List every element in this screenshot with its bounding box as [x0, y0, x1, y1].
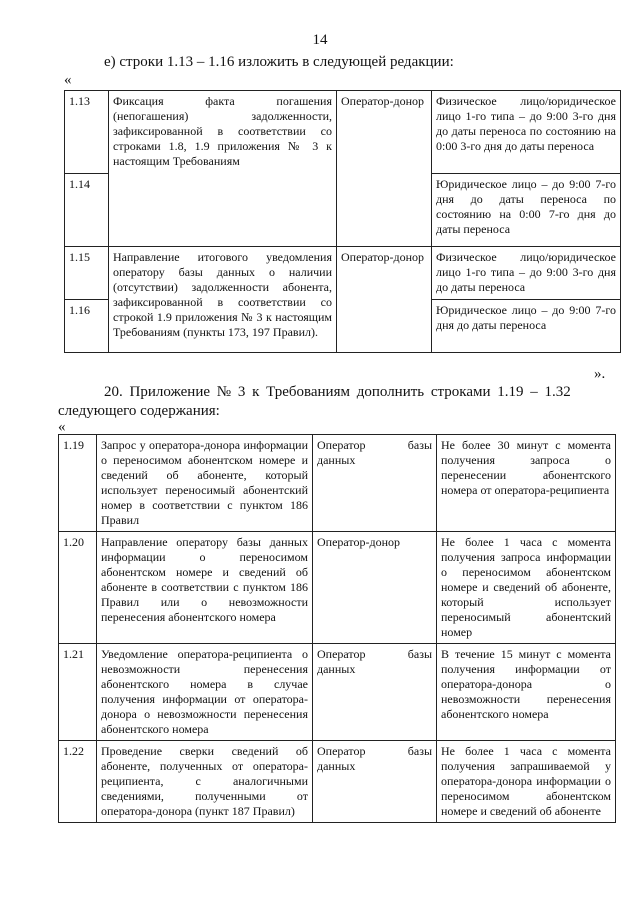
- action-cell: Фиксация факта погашения (непогашения) задолженности, зафиксированной в соответствии со строками 1.8, 1.9 приложения № 3 к настоящим Требованиям: [109, 91, 337, 247]
- party-cell: Оператор-донор: [337, 91, 432, 247]
- action-cell: Направление итогового уведомления оператору базы данных о наличии (отсутствии) задолженности абонента, зафиксированной в соответствии со строкой 1.9 приложения № 3 к настоящим Требованиям (пункты 173, 197 Правил).: [109, 247, 337, 353]
- table-row: [65, 91, 621, 174]
- row-number: 1.16: [65, 300, 109, 353]
- action-cell: Проведение сверки сведений об абоненте, полученных от оператора-реципиента, с аналогичными сведениями, полученными от оператора-донора (пункт 187 Правил): [97, 741, 313, 823]
- party-cell: Оператор-донор: [313, 532, 437, 644]
- row-number: 1.19: [59, 435, 97, 532]
- row-number: 1.13: [65, 91, 109, 174]
- deadline-cell: Юридическое лицо – до 9:00 7-го дня до даты переноса по состоянию на 0:00 7-го дня до даты переноса: [432, 174, 621, 247]
- party-cell: Оператор базы данных: [313, 644, 437, 741]
- close-quote: ».: [594, 366, 606, 382]
- item-e-heading: е) строки 1.13 – 1.16 изложить в следующей редакции:: [104, 54, 454, 70]
- deadline-cell: В течение 15 минут с момента получения информации от оператора-донора о невозможности перенесения абонентского номера: [437, 644, 616, 741]
- deadline-cell: Физическое лицо/юридическое лицо 1-го типа – до 9:00 3-го дня до даты переноса: [432, 247, 621, 300]
- open-quote: «: [58, 419, 66, 435]
- deadline-cell: Не более 1 часа с момента получения запроса информации о переносимом абонентском номере и сведений об абоненте, который использует переносимый абонентский номер: [437, 532, 616, 644]
- open-quote: «: [64, 72, 72, 88]
- item-20-heading: 20. Приложение № 3 к Требованиям дополнить строками 1.19 – 1.32: [104, 384, 571, 400]
- row-number: 1.14: [65, 174, 109, 247]
- addition-table-1-19-1-22: [58, 434, 616, 823]
- deadline-cell: Не более 1 часа с момента получения запрашиваемой у оператора-донора информации о переносимом абонентском номере и сведений об абоненте: [437, 741, 616, 823]
- action-cell: Направление оператору базы данных информации о переносимом абонентском номере и сведений об абоненте в соответствии с пунктом 186 Правил или о невозможности перенесения абонентского номера: [97, 532, 313, 644]
- row-number: 1.21: [59, 644, 97, 741]
- party-cell: Оператор-донор: [337, 247, 432, 353]
- row-number: 1.20: [59, 532, 97, 644]
- party-cell: Оператор базы данных: [313, 435, 437, 532]
- row-number: 1.22: [59, 741, 97, 823]
- deadline-cell: Юридическое лицо – до 9:00 7-го дня до даты переноса: [432, 300, 621, 353]
- table-row: [59, 532, 616, 644]
- table-row: [59, 741, 616, 823]
- item-20-heading-cont: следующего содержания:: [58, 403, 220, 419]
- table-row: [59, 644, 616, 741]
- amendment-table-1-13-1-16: [64, 90, 621, 353]
- party-cell: Оператор базы данных: [313, 741, 437, 823]
- table-row: [59, 435, 616, 532]
- row-number: 1.15: [65, 247, 109, 300]
- page-number: 14: [312, 32, 328, 48]
- table-row: [65, 247, 621, 300]
- action-cell: Запрос у оператора-донора информации о переносимом абонентском номере и сведений об абоненте, который использует переносимый абонентский номер в соответствии с пунктом 186 Правил: [97, 435, 313, 532]
- action-cell: Уведомление оператора-реципиента о невозможности перенесения абонентского номера в случае получения информации от оператора-донора о невозможности перенесения абонентского номера: [97, 644, 313, 741]
- deadline-cell: Не более 30 минут с момента получения запроса о перенесении абонентского номера от оператора-реципиента: [437, 435, 616, 532]
- deadline-cell: Физическое лицо/юридическое лицо 1-го типа – до 9:00 3-го дня до даты переноса по состоянию на 0:00 3-го дня до даты переноса: [432, 91, 621, 174]
